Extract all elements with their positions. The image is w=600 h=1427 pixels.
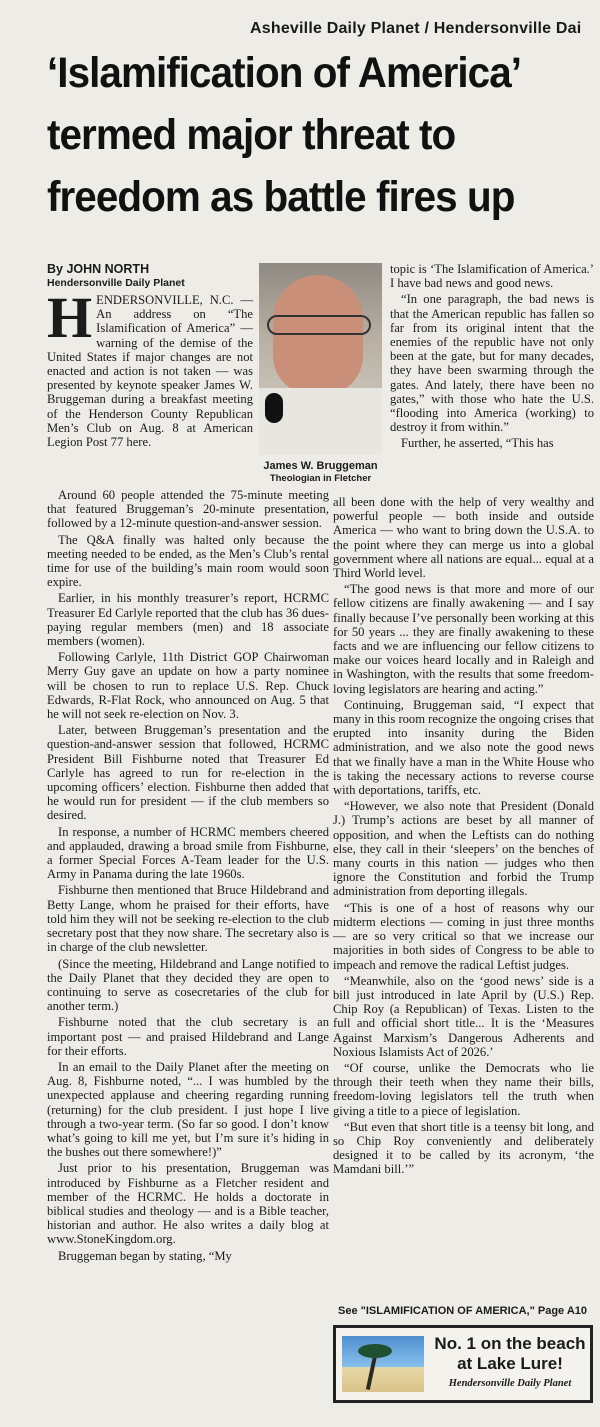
body-paragraph: Just prior to his presentation, Bruggeman was introduced by Fishburne as a Fletcher resident and member of the HCRMC. He holds a doctorate in biblical studies and theology — and is a Bible teacher, historian and author. He also writes a daily blog at www.StoneKingdom.org.	[47, 1161, 329, 1247]
column-1	[47, 488, 329, 1265]
palm-leaves-icon	[358, 1344, 392, 1358]
promo-headline	[430, 1334, 590, 1374]
portrait-glasses	[267, 315, 371, 335]
body-paragraph: Further, he asserted, “This has	[401, 436, 554, 451]
lead-text: ENDERSONVILLE, N.C. — An address on “The Islamification of America” — warning of the demise of the United States if major changes are not enacted and action is not taken — was presented by keynote speaker James W. Bruggeman during a breakfast meeting of the Henderson County Republican Men’s Club on Aug. 8 at American Legion Post 77 here.	[47, 293, 253, 450]
portrait-head	[273, 275, 363, 395]
body-paragraph: “But even that short title is a teensy bit long, and so Chip Roy conveniently and deliberately designed it to be called by its acronym, ‘the Mamdani bill.’”	[333, 1119, 594, 1177]
body-paragraph: In an email to the Daily Planet after the meeting on Aug. 8, Fishburne noted, “... I was humbled by the unexpected applause and cheering regarding running (returning) for the club president. I just hope I live through a two-year term. (So far so good. I don’t know what’s going to kill me yet, but I’m sure it’s hiding in the bushes out there somewhere!)”	[47, 1059, 329, 1160]
headline-line: termed major threat to	[47, 111, 456, 159]
body-paragraph: “In one paragraph, the bad news is that the American republic has fallen so far from its original intent that the enemies of the republic have not only been at the gate, but for many decades, they have been swarming through the gates. And lately, there have been no gates,” with those who hate the U.S. “flooding into America (working) to destroy it from within.”	[390, 292, 594, 435]
body-paragraph: Fishburne noted that the club secretary is an important post — and praised Hildebrand and Lange for their efforts.	[47, 1015, 329, 1058]
body-paragraph: all been done with the help of very wealthy and powerful people — both inside and outside America — who want to bring down the U.S.A. to the point where they can merge us into a global government where all nations are equal... equal at a Third World level.	[333, 495, 594, 581]
masthead: Asheville Daily Planet / Hendersonville Dai	[250, 20, 582, 37]
body-paragraph: “Of course, unlike the Democrats who lie through their teeth when they name their bills, freedom-loving legislators tell the truth when giving a title to a piece of legislation.	[333, 1060, 594, 1118]
headline-line: ‘Islamification of America’	[47, 49, 522, 97]
body-paragraph: (Since the meeting, Hildebrand and Lange notified to the Daily Planet that they decided they are open to continuing to serve as cosecretaries of the club for another term.)	[47, 956, 329, 1014]
microphone-icon	[265, 393, 283, 423]
body-paragraph: “The good news is that more and more of our fellow citizens are finally awakening — and I say finally because I’ve personally been working at this for 50 years ... they are finally awakening to these facts and we are influencing our fellow citizens to make our voices heard locally and in Raleigh and in Washington, with the results that some freedom-loving legislators are hearing and acting.”	[333, 582, 594, 696]
body-paragraph: Later, between Bruggeman’s presentation and the question-and-answer session that followed, HCRMC President Bill Fishburne noted that Treasurer Ed Carlyle has agreed to run for re-election in the upcoming officers’ election. Fishburne then added that he would run for president — if the club members so desired.	[47, 723, 329, 823]
headline	[47, 42, 595, 228]
body-paragraph: Earlier, in his monthly treasurer’s report, HCRMC Treasurer Ed Carlyle reported that the club has 36 dues-paying regular members (men) and 18 associate members (women).	[47, 591, 329, 649]
headline-line: freedom as battle fires up	[47, 173, 515, 221]
byline-publication: Hendersonville Daily Planet	[47, 277, 185, 289]
lead-paragraph	[47, 285, 253, 450]
drop-cap: H	[47, 285, 93, 350]
body-paragraph: The Q&A finally was halted only because the meeting needed to be ended, as the Men’s Club’s rental time for use of the building’s main room would soon expire.	[47, 532, 329, 590]
lead-column	[47, 285, 253, 451]
body-paragraph: Around 60 people attended the 75-minute meeting that featured Bruggeman’s 20-minute presentation, followed by a 12-minute question-and-answer session.	[47, 488, 329, 531]
body-paragraph: “This is one of a host of reasons why our midterm elections — coming in just three months — are so very critical so that we increase our majorities in both sides of Congress to be able to impeach and remove the radical Leftist judges.	[333, 900, 594, 972]
caption-title: Theologian in Fletcher	[269, 473, 372, 484]
body-paragraph: Bruggeman began by stating, “My	[58, 1248, 232, 1263]
promo-box	[333, 1325, 593, 1403]
promo-brand: Hendersonville Daily Planet	[448, 1378, 572, 1389]
promo-line-1: No. 1 on the beach	[434, 1334, 586, 1353]
body-paragraph: topic is ‘The Islamification of America.’ I have bad news and good news.	[390, 262, 594, 291]
body-paragraph: Following Carlyle, 11th District GOP Chairwoman Merry Guy gave an update on how a party nominee will be chosen to run to replace U.S. Rep. Chuck Edwards, R-Flat Rock, who announced on Aug. 5 that he will not seek re-election on Nov. 3.	[47, 650, 329, 722]
caption-name: James W. Bruggeman	[263, 460, 378, 472]
beach-image	[342, 1336, 424, 1392]
continued-jump-line: See "ISLAMIFICATION OF AMERICA," Page A10	[338, 1305, 587, 1317]
body-paragraph: In response, a number of HCRMC members cheered and applauded, drawing a broad smile from Fishburne, a former Special Forces A-Team leader for the U.S. Army in Panama during the late 1960s.	[47, 824, 329, 882]
body-paragraph: Fishburne then mentioned that Bruce Hildebrand and Betty Lange, whom he praised for their efforts, have told him they will not be seeking re-election to the club secretary post that they now share. The secretary also is in charge of the club newsletter.	[47, 883, 329, 955]
column-2-top	[390, 262, 594, 453]
body-paragraph: Continuing, Bruggeman said, “I expect that many in this room recognize the ongoing crises that erupted into insanity during the Biden administration, and we also note the good news that we finally have a man in the White House who is taking the necessary actions to reverse course with deportations, tariffs, etc.	[333, 697, 594, 798]
photo-caption	[259, 460, 382, 484]
promo-line-2: at Lake Lure!	[457, 1354, 563, 1373]
body-paragraph: “Meanwhile, also on the ‘good news’ side is a bill just introduced in late April by (U.S.) Rep. Chip Roy (a Republican) of Texas. Listen to the full and official short title... It is the ‘Measures Against Marxism’s Dangerous Adherents and Noxious Islamists Act of 2026.’	[333, 973, 594, 1059]
portrait-photo	[259, 263, 382, 455]
body-paragraph: “However, we also note that President (Donald J.) Trump’s actions are beset by all manner of opposition, and when the Leftists can do nothing else, they call in their ‘sleepers’ on the benches of many courts in this nation — judges who then ignore the Constitution and forbid the Trump administration from deporting illegals.	[333, 799, 594, 899]
byline-author: By JOHN NORTH	[47, 262, 150, 276]
column-2	[333, 495, 594, 1179]
